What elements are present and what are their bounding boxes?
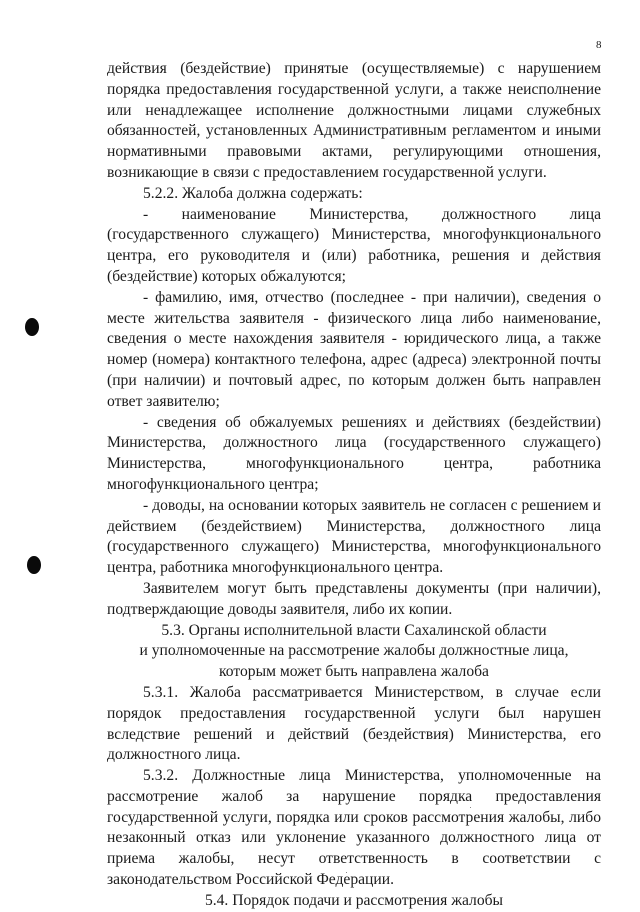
paragraph: - фамилию, имя, отчество (последнее - при наличии), сведения о месте жительства заявителя - физического лица либо наименование, сведения о месте нахождения заявителя - юридического лица, а также номер (номера) контактного телефона, адрес (адреса) электронной почты (при наличии) и почтовый адрес, по которым должен быть направлен ответ заявителю;	[107, 288, 601, 410]
section-heading-line: 5.4. Порядок подачи и рассмотрения жалобы	[204, 891, 504, 909]
page-number: 8	[596, 39, 602, 51]
paragraph: - доводы, на основании которых заявитель не согласен с решением и действием (бездействием) Министерства, должностного лица (государственного служащего) Министерства, многофункционального центра, работника многофункционального центра.	[107, 496, 601, 577]
punch-hole-mark	[25, 318, 39, 336]
paragraph: действия (бездействие) принятые (осуществляемые) с нарушением порядка предоставления государственной услуги, а также неисполнение или ненадлежащее исполнение должностными лицами служебных обязанностей, установленных Административным регламентом и иными нормативными правовыми актами, регулирующими отношения, возникающие в связи с предоставлением государственной услуги.	[107, 60, 601, 181]
paragraph: - сведения об обжалуемых решениях и действиях (бездействии) Министерства, должностного лица (государственного служащего) Министерства, многофункционального центра, работника многофункционального центра;	[107, 413, 601, 493]
paragraph: Заявителем могут быть представлены документы (при наличии), подтверждающие доводы заявителя, либо их копии.	[107, 579, 601, 618]
paragraph: 5.3.2. Должностные лица Министерства, уполномоченные на рассмотрение жалоб за нарушение порядка предоставления государственной услуги, порядка или сроков рассмотрения жалобы, либо незаконный отказ или уклонение указанного должностного лица от приема жалобы, несут ответственность в соответствии с законодательством Российской Федерации.	[107, 767, 601, 889]
paragraph: 5.3.1. Жалоба рассматривается Министерством, в случае если порядок предоставления государственной услуги был нарушен вследствие решений и действий (бездействия) Министерства, его должностного лица.	[107, 683, 601, 764]
punch-hole-mark	[27, 556, 41, 574]
document-body	[107, 59, 601, 912]
section-heading-line: 5.3. Органы исполнительной власти Сахалинской области	[161, 621, 547, 639]
paragraph: 5.2.2. Жалоба должна содержать:	[143, 184, 363, 202]
section-heading-line: которым может быть направлена жалоба	[219, 663, 489, 681]
paragraph: - наименование Министерства, должностного лица (государственного служащего) Министерства, многофункционального центра, его руководителя и (или) работника, решения и действия (бездействие) которых обжалуются;	[107, 205, 601, 285]
section-heading-line: и уполномоченные на рассмотрение жалобы должностные лица,	[139, 642, 569, 660]
